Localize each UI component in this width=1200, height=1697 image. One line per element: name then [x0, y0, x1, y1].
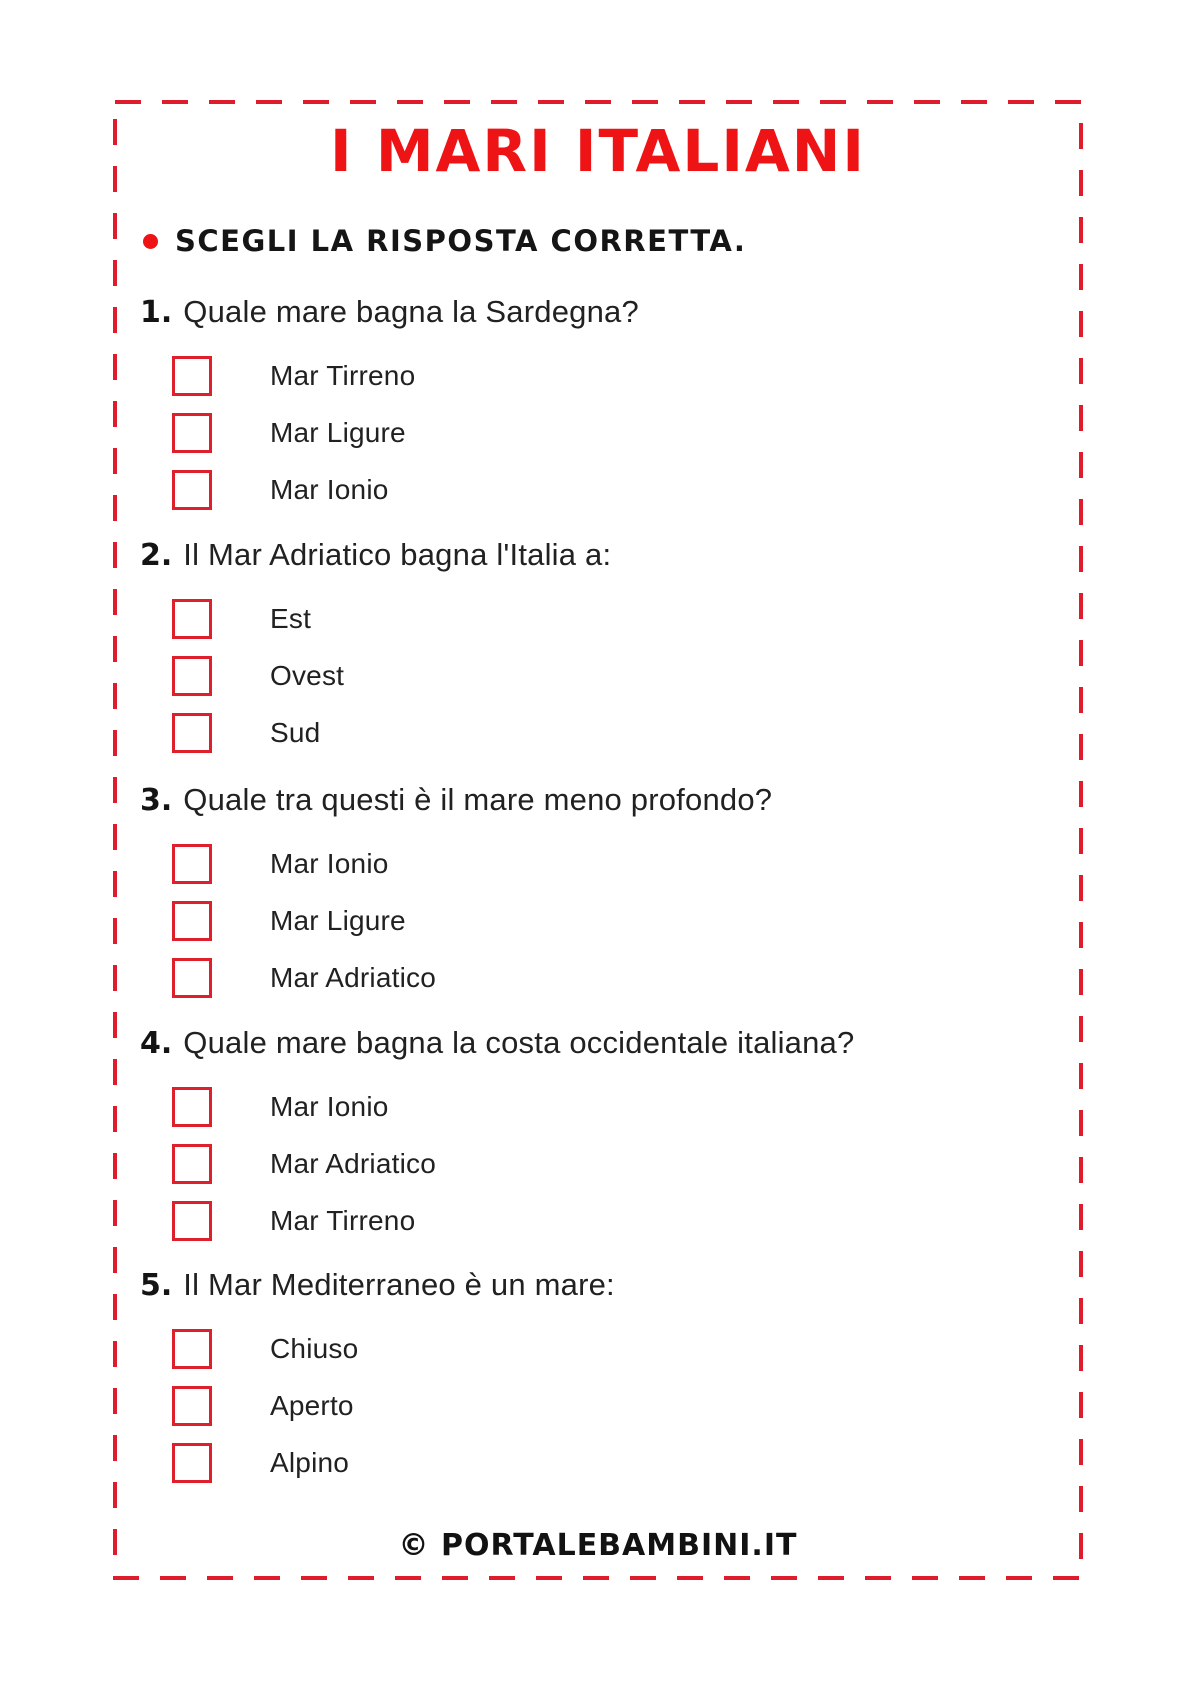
checkbox[interactable]: [172, 356, 212, 396]
option-row: [113, 1135, 1083, 1192]
option-label: Sud: [270, 716, 321, 748]
option-label: Mar Adriatico: [270, 961, 436, 993]
footer-credit: © PORTALEBAMBINI.IT: [398, 1528, 798, 1563]
question-text: Quale tra questi è il mare meno profondo?: [183, 782, 773, 817]
checkbox[interactable]: [172, 958, 212, 998]
checkbox[interactable]: [172, 1087, 212, 1127]
question-1: [113, 292, 1083, 518]
question-5: [113, 1265, 1083, 1491]
option-label: Mar Adriatico: [270, 1147, 436, 1179]
checkbox[interactable]: [172, 1443, 212, 1483]
question-text: Il Mar Adriatico bagna l'Italia a:: [183, 537, 612, 572]
option-label: Mar Tirreno: [270, 1204, 416, 1236]
option-row: [113, 590, 1083, 647]
checkbox[interactable]: [172, 844, 212, 884]
instruction-text: SCEGLI LA RISPOSTA CORRETTA.: [175, 224, 747, 258]
question-1-line: [113, 292, 1083, 332]
option-label: Chiuso: [270, 1332, 359, 1364]
option-row: [113, 1377, 1083, 1434]
checkbox[interactable]: [172, 599, 212, 639]
question-2: [113, 535, 1083, 761]
checkbox[interactable]: [172, 901, 212, 941]
option-row: [113, 949, 1083, 1006]
bullet-icon: [143, 234, 158, 249]
checkbox[interactable]: [172, 1201, 212, 1241]
option-label: Est: [270, 602, 312, 634]
question-text: Quale mare bagna la costa occidentale italiana?: [183, 1025, 855, 1060]
question-4: [113, 1023, 1083, 1249]
page-title: I MARI ITALIANI: [330, 117, 866, 185]
question-3-line: [113, 780, 1083, 820]
option-label: Mar Ionio: [270, 1090, 389, 1122]
question-5-line: [113, 1265, 1083, 1305]
question-5-options: [113, 1320, 1083, 1491]
checkbox[interactable]: [172, 656, 212, 696]
question-2-options: [113, 590, 1083, 761]
option-label: Mar Ionio: [270, 847, 389, 879]
checkbox[interactable]: [172, 713, 212, 753]
checkbox[interactable]: [172, 413, 212, 453]
option-row: [113, 1192, 1083, 1249]
checkbox[interactable]: [172, 1386, 212, 1426]
question-1-options: [113, 347, 1083, 518]
option-row: [113, 1078, 1083, 1135]
question-4-options: [113, 1078, 1083, 1249]
option-row: [113, 1320, 1083, 1377]
option-label: Mar Tirreno: [270, 359, 416, 391]
option-label: Ovest: [270, 659, 345, 691]
option-label: Aperto: [270, 1389, 354, 1421]
question-number: 2.: [140, 537, 173, 573]
question-number: 1.: [140, 294, 173, 330]
question-text: Quale mare bagna la Sardegna?: [183, 294, 639, 329]
question-3: [113, 780, 1083, 1006]
question-3-options: [113, 835, 1083, 1006]
question-number: 3.: [140, 782, 173, 818]
option-row: [113, 892, 1083, 949]
option-row: [113, 647, 1083, 704]
worksheet-content: [113, 100, 1083, 1580]
question-number: 4.: [140, 1025, 173, 1061]
option-row: [113, 704, 1083, 761]
option-row: [113, 1434, 1083, 1491]
question-2-line: [113, 535, 1083, 575]
option-row: [113, 347, 1083, 404]
option-row: [113, 461, 1083, 518]
checkbox[interactable]: [172, 470, 212, 510]
question-number: 5.: [140, 1267, 173, 1303]
option-label: Mar Ligure: [270, 416, 406, 448]
checkbox[interactable]: [172, 1329, 212, 1369]
option-label: Alpino: [270, 1446, 350, 1478]
checkbox[interactable]: [172, 1144, 212, 1184]
option-label: Mar Ligure: [270, 904, 406, 936]
option-label: Mar Ionio: [270, 473, 389, 505]
question-text: Il Mar Mediterraneo è un mare:: [183, 1267, 615, 1302]
instruction-row: [143, 222, 746, 260]
question-4-line: [113, 1023, 1083, 1063]
option-row: [113, 404, 1083, 461]
option-row: [113, 835, 1083, 892]
